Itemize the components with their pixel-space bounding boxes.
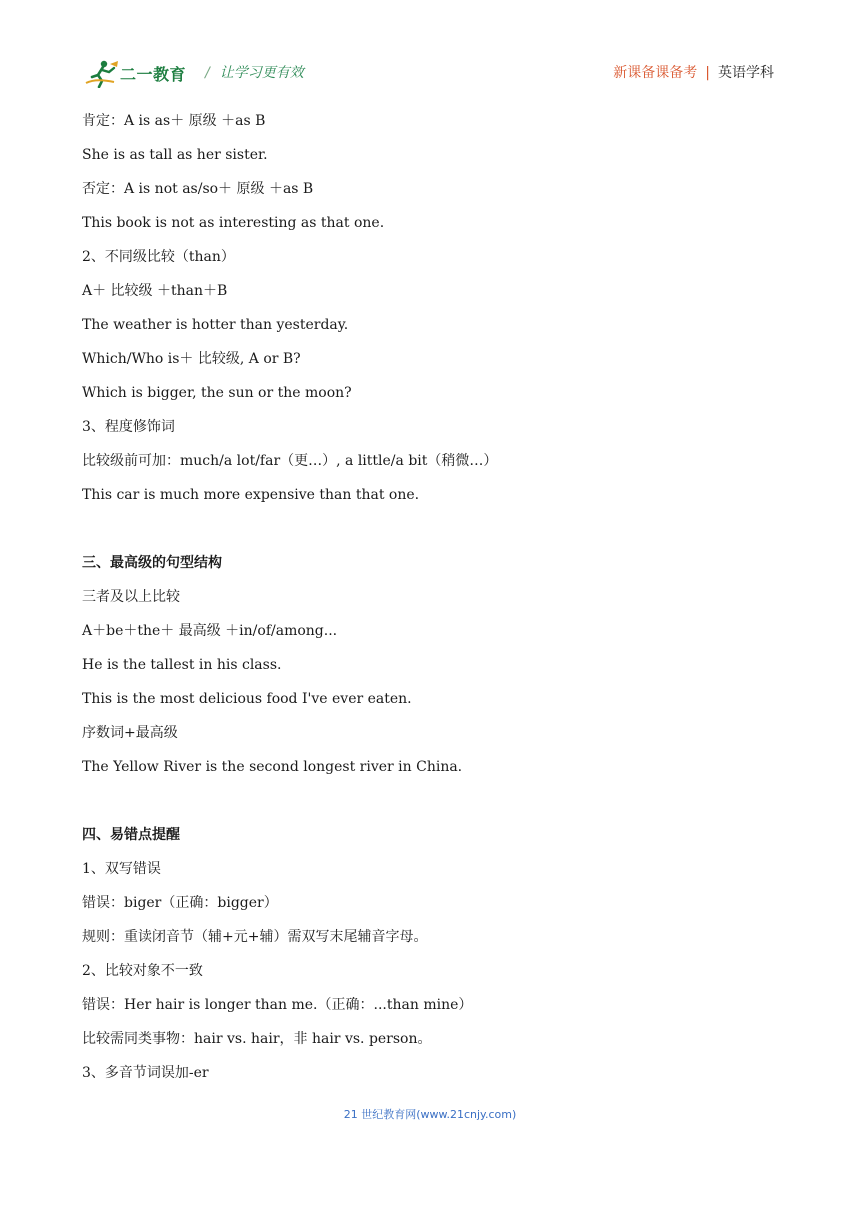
text-line: 否定：A is not as/so＋ 原级 ＋as B (82, 181, 314, 197)
formula-line: Which/Who is＋ 比较级, A or B? (82, 351, 301, 367)
text-line: 比较需同类事物：hair vs. hair，非 hair vs. person。 (82, 1031, 432, 1047)
example-sentence: This car is much more expensive than that one. (82, 487, 420, 503)
text-line: 肯定：A is as＋ 原级 ＋as B (82, 113, 266, 129)
logo-text: 二一教育 (120, 65, 187, 84)
example-sentence: Which is bigger, the sun or the moon? (82, 385, 352, 401)
text-line: 比较级前可加：much/a lot/far（更…）, a little/a bit（稍微…） (82, 453, 498, 469)
subheading: 2、不同级比较（than） (82, 249, 235, 265)
text-line: 错误：Her hair is longer than me.（正确：...than mine） (82, 997, 473, 1013)
subheading: 3、程度修饰词 (82, 419, 175, 435)
spacer (82, 788, 782, 822)
course-label: 新课备课备考 (613, 65, 698, 81)
spacer (82, 516, 782, 550)
subheading: 2、比较对象不一致 (82, 963, 203, 979)
page-header (0, 0, 860, 100)
running-figure-icon (84, 58, 120, 88)
section-heading: 四、易错点提醒 (82, 827, 180, 843)
document-body (82, 108, 782, 1094)
example-sentence: He is the tallest in his class. (82, 657, 282, 673)
subheading: 3、多音节词误加-er (82, 1065, 209, 1081)
example-sentence: She is as tall as her sister. (82, 147, 268, 163)
example-sentence: The weather is hotter than yesterday. (82, 317, 349, 333)
header-course-info (613, 62, 774, 82)
subheading: 1、双写错误 (82, 861, 161, 877)
slogan-separator: / (205, 65, 210, 81)
slogan (205, 62, 304, 82)
text-line: 错误：biger（正确：bigger） (82, 895, 278, 911)
slogan-text: 让学习更有效 (219, 65, 304, 81)
text-line: 三者及以上比较 (82, 589, 180, 605)
section-heading: 三、最高级的句型结构 (82, 555, 222, 571)
page-footer: 21 世纪教育网(www.21cnjy.com) (343, 1108, 517, 1121)
logo (84, 58, 196, 88)
example-sentence: The Yellow River is the second longest river in China. (82, 759, 463, 775)
text-line: 序数词+最高级 (82, 725, 178, 741)
example-sentence: This is the most delicious food I've ever eaten. (82, 691, 412, 707)
text-line: 规则：重读闭音节（辅+元+辅）需双写末尾辅音字母。 (82, 929, 428, 945)
formula-line: A＋be＋the＋ 最高级 ＋in/of/among... (82, 623, 338, 639)
subject-label: 英语学科 (718, 65, 774, 81)
header-separator: | (705, 65, 710, 81)
formula-line: A＋ 比较级 ＋than＋B (82, 283, 228, 299)
example-sentence: This book is not as interesting as that one. (82, 215, 385, 231)
